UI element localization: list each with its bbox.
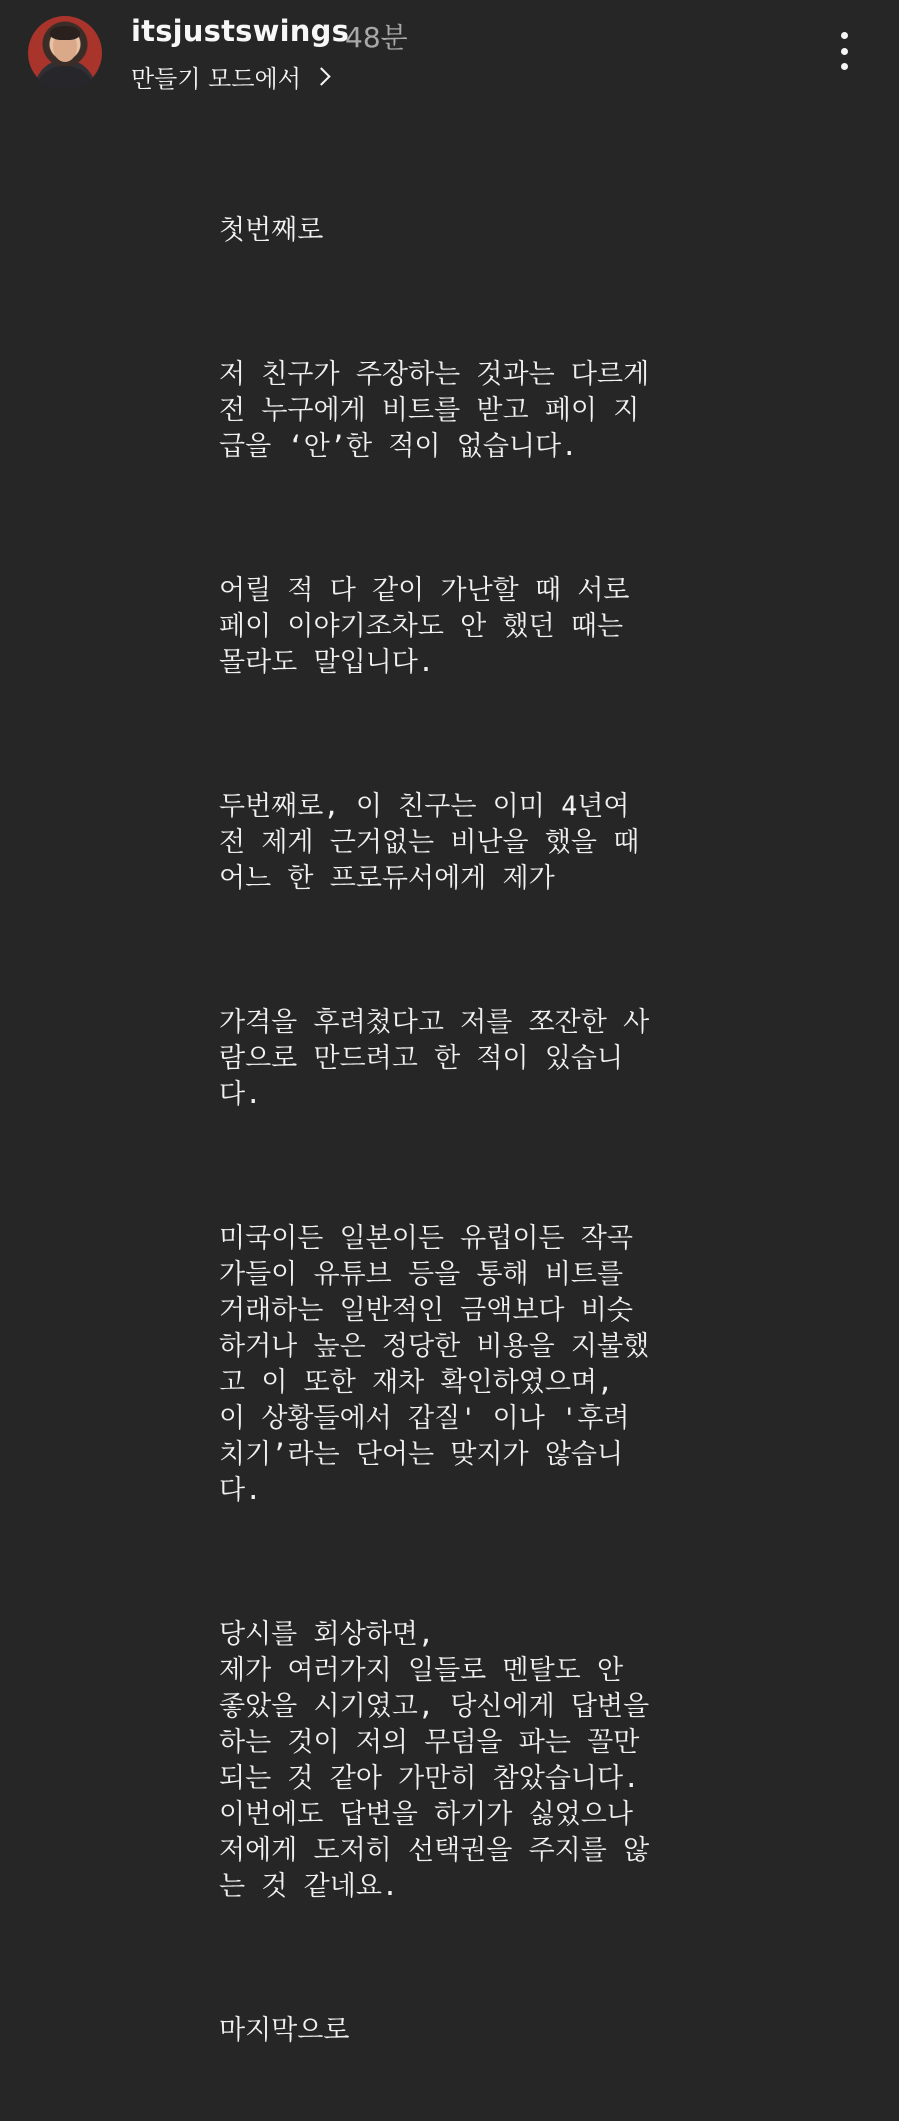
story-paragraph-6: 미국이든 일본이든 유럽이든 작곡 가들이 유튜브 등을 통해 비트를 거래하는 일반적인 금액보다 비슷 하거나 높은 정당한 비용을 지불했 고 이 또한 재차 확인하였으며, 이 상황들에서 갑질' 이나 '후려 치기’라는 단어는 맞지가 않습니 다. <box>219 1223 650 1506</box>
avatar-hair-shape <box>50 26 80 40</box>
create-mode-link[interactable] <box>131 59 328 93</box>
more-vertical-icon-dot-top <box>841 32 848 39</box>
story-header <box>0 0 899 110</box>
more-vertical-icon-dot-middle <box>841 48 848 55</box>
story-paragraph-7: 당시를 회상하면, 제가 여러가지 일들로 멘탈도 안 좋았을 시기였고, 당신에게 답변을 하는 것이 저의 무덤을 파는 꼴만 되는 것 같아 가만히 참았습니다. 이번에도 답변을 하기가 싫었으나 저에게 도저히 선택권을 주지를 않 는 것 같네요. <box>219 1619 650 1902</box>
avatar[interactable] <box>28 16 102 90</box>
story-paragraph-8: 마지막으로 <box>219 2015 350 2046</box>
story-paragraph-3: 어릴 적 다 같이 가난할 때 서로 페이 이야기조차도 안 했던 때는 몰라도 말입니다. <box>219 575 630 678</box>
story-paragraph-4: 두번째로, 이 친구는 이미 4년여 전 제게 근거없는 비난을 했을 때 어느 한 프로듀서에게 제가 <box>219 791 640 894</box>
story-paragraph-5: 가격을 후려쳤다고 저를 쪼잔한 사 람으로 만드려고 한 적이 있습니 다. <box>219 1007 650 1110</box>
chevron-right-icon <box>312 67 330 85</box>
story-text <box>219 141 689 2121</box>
more-options-button[interactable] <box>826 28 862 74</box>
story-paragraph-2: 저 친구가 주장하는 것과는 다르게 전 누구에게 비트를 받고 페이 지 급을 ‘안’한 적이 없습니다. <box>219 359 650 462</box>
avatar-body-shape <box>38 66 92 90</box>
create-mode-label: 만들기 모드에서 <box>131 64 301 93</box>
post-time: 48분 <box>345 21 408 54</box>
username[interactable]: itsjustswings <box>131 14 350 48</box>
story-paragraph-1: 첫번째로 <box>219 215 324 246</box>
more-vertical-icon-dot-bottom <box>841 63 848 70</box>
